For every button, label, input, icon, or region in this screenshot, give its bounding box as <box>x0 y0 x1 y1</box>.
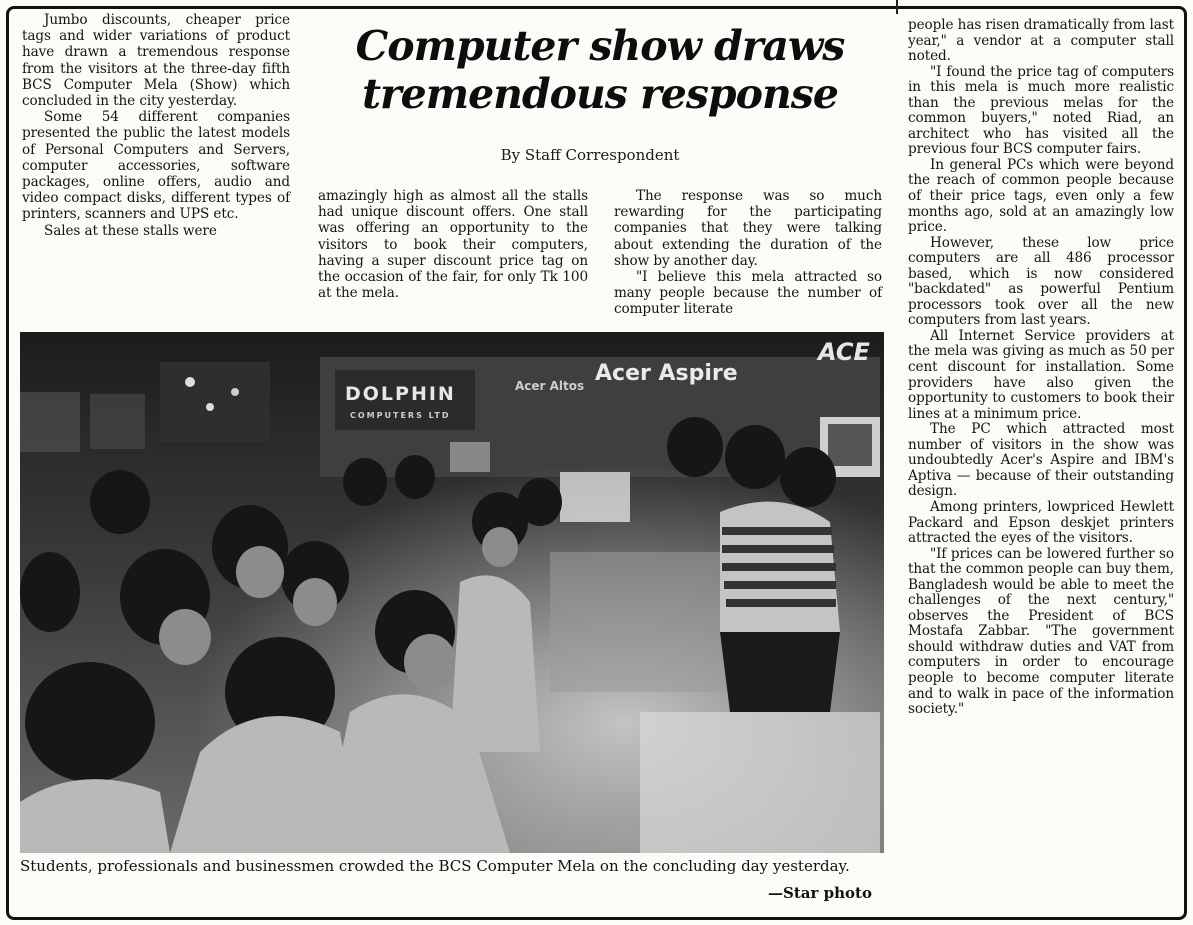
crowd-photo-illustration <box>20 332 884 853</box>
counter <box>550 552 730 692</box>
paragraph: All Internet Service providers at the mela was giving as much as 50 per cent discount for installation. Some providers have also given the opportunity to customers to book their lines at a minimum price. <box>908 327 1174 422</box>
paragraph: "I believe this mela attracted so many people because the number of computer literate <box>614 269 882 318</box>
paragraph: "I found the price tag of computers in this mela is much more realistic than the previous melas for the common buyers," noted Riad, an architect who has visited all the previous four BCS computer fairs. <box>908 63 1174 158</box>
paragraph: The PC which attracted most number of visitors in the show was undoubtedly Acer's Aspire and IBM's Aptiva — because of their outstanding design. <box>908 421 1174 500</box>
striped-shirt-person <box>720 502 840 712</box>
paragraph: Among printers, lowpriced Hewlett Packard and Epson deskjet printers attracted the eyes of the visitors. <box>908 498 1174 547</box>
paragraph: amazingly high as almost all the stalls had unique discount offers. One stall was offering an opportunity to the visitors to book their computers, having a super discount price tag on the occasion of the fair, for only Tk 100 at the mela. <box>318 188 588 302</box>
paragraph: The response was so much rewarding for the participating companies that they were talking about extending the duration of the show by another day. <box>614 188 882 269</box>
counter <box>640 712 880 853</box>
byline: By Staff Correspondent <box>500 146 680 164</box>
paragraph: Some 54 different companies presented the public the latest models of Personal Computers and Servers, computer accessories, software packages, online offers, audio and video compact disks, different types of printers, scanners and UPS etc. <box>22 109 290 223</box>
article-column-1 <box>22 12 290 239</box>
news-photo <box>20 332 884 853</box>
photo-credit: —Star photo <box>768 884 872 902</box>
article-column-3 <box>614 188 882 318</box>
article-column-2 <box>318 188 588 301</box>
article-column-4 <box>908 18 1174 718</box>
headline: Computer show draws tremendous response <box>355 22 845 118</box>
paragraph: people has risen dramatically from last year," a vendor at a computer stall noted. <box>908 17 1174 65</box>
paragraph: Sales at these stalls were <box>44 222 217 239</box>
paragraph: Jumbo discounts, cheaper price tags and wider variations of product have drawn a tremendous response from the visitors at the three-day fifth BCS Computer Mela (Show) which concluded in the city yesterday. <box>22 12 290 110</box>
photo-caption: Students, professionals and businessmen crowded the BCS Computer Mela on the concluding day yesterday. <box>20 857 850 875</box>
paragraph: However, these low price computers are all 486 processor based, which is now considered "backdated" as powerful Pentium processors took over all the new computers from last years. <box>908 234 1174 329</box>
paragraph: "If prices can be lowered further so that the common people can buy them, Bangladesh would be able to meet the challenges of the next century," observes the President of BCS Mostafa Zabbar. "The government should withdraw duties and VAT from computers in order to encourage people to become computer literate and to walk in pace of the information society." <box>908 545 1174 718</box>
paragraph: In general PCs which were beyond the reach of common people because of their price tags, even only a few months ago, sold at an amazingly low price. <box>908 156 1174 236</box>
column-rule-mark <box>896 0 904 14</box>
